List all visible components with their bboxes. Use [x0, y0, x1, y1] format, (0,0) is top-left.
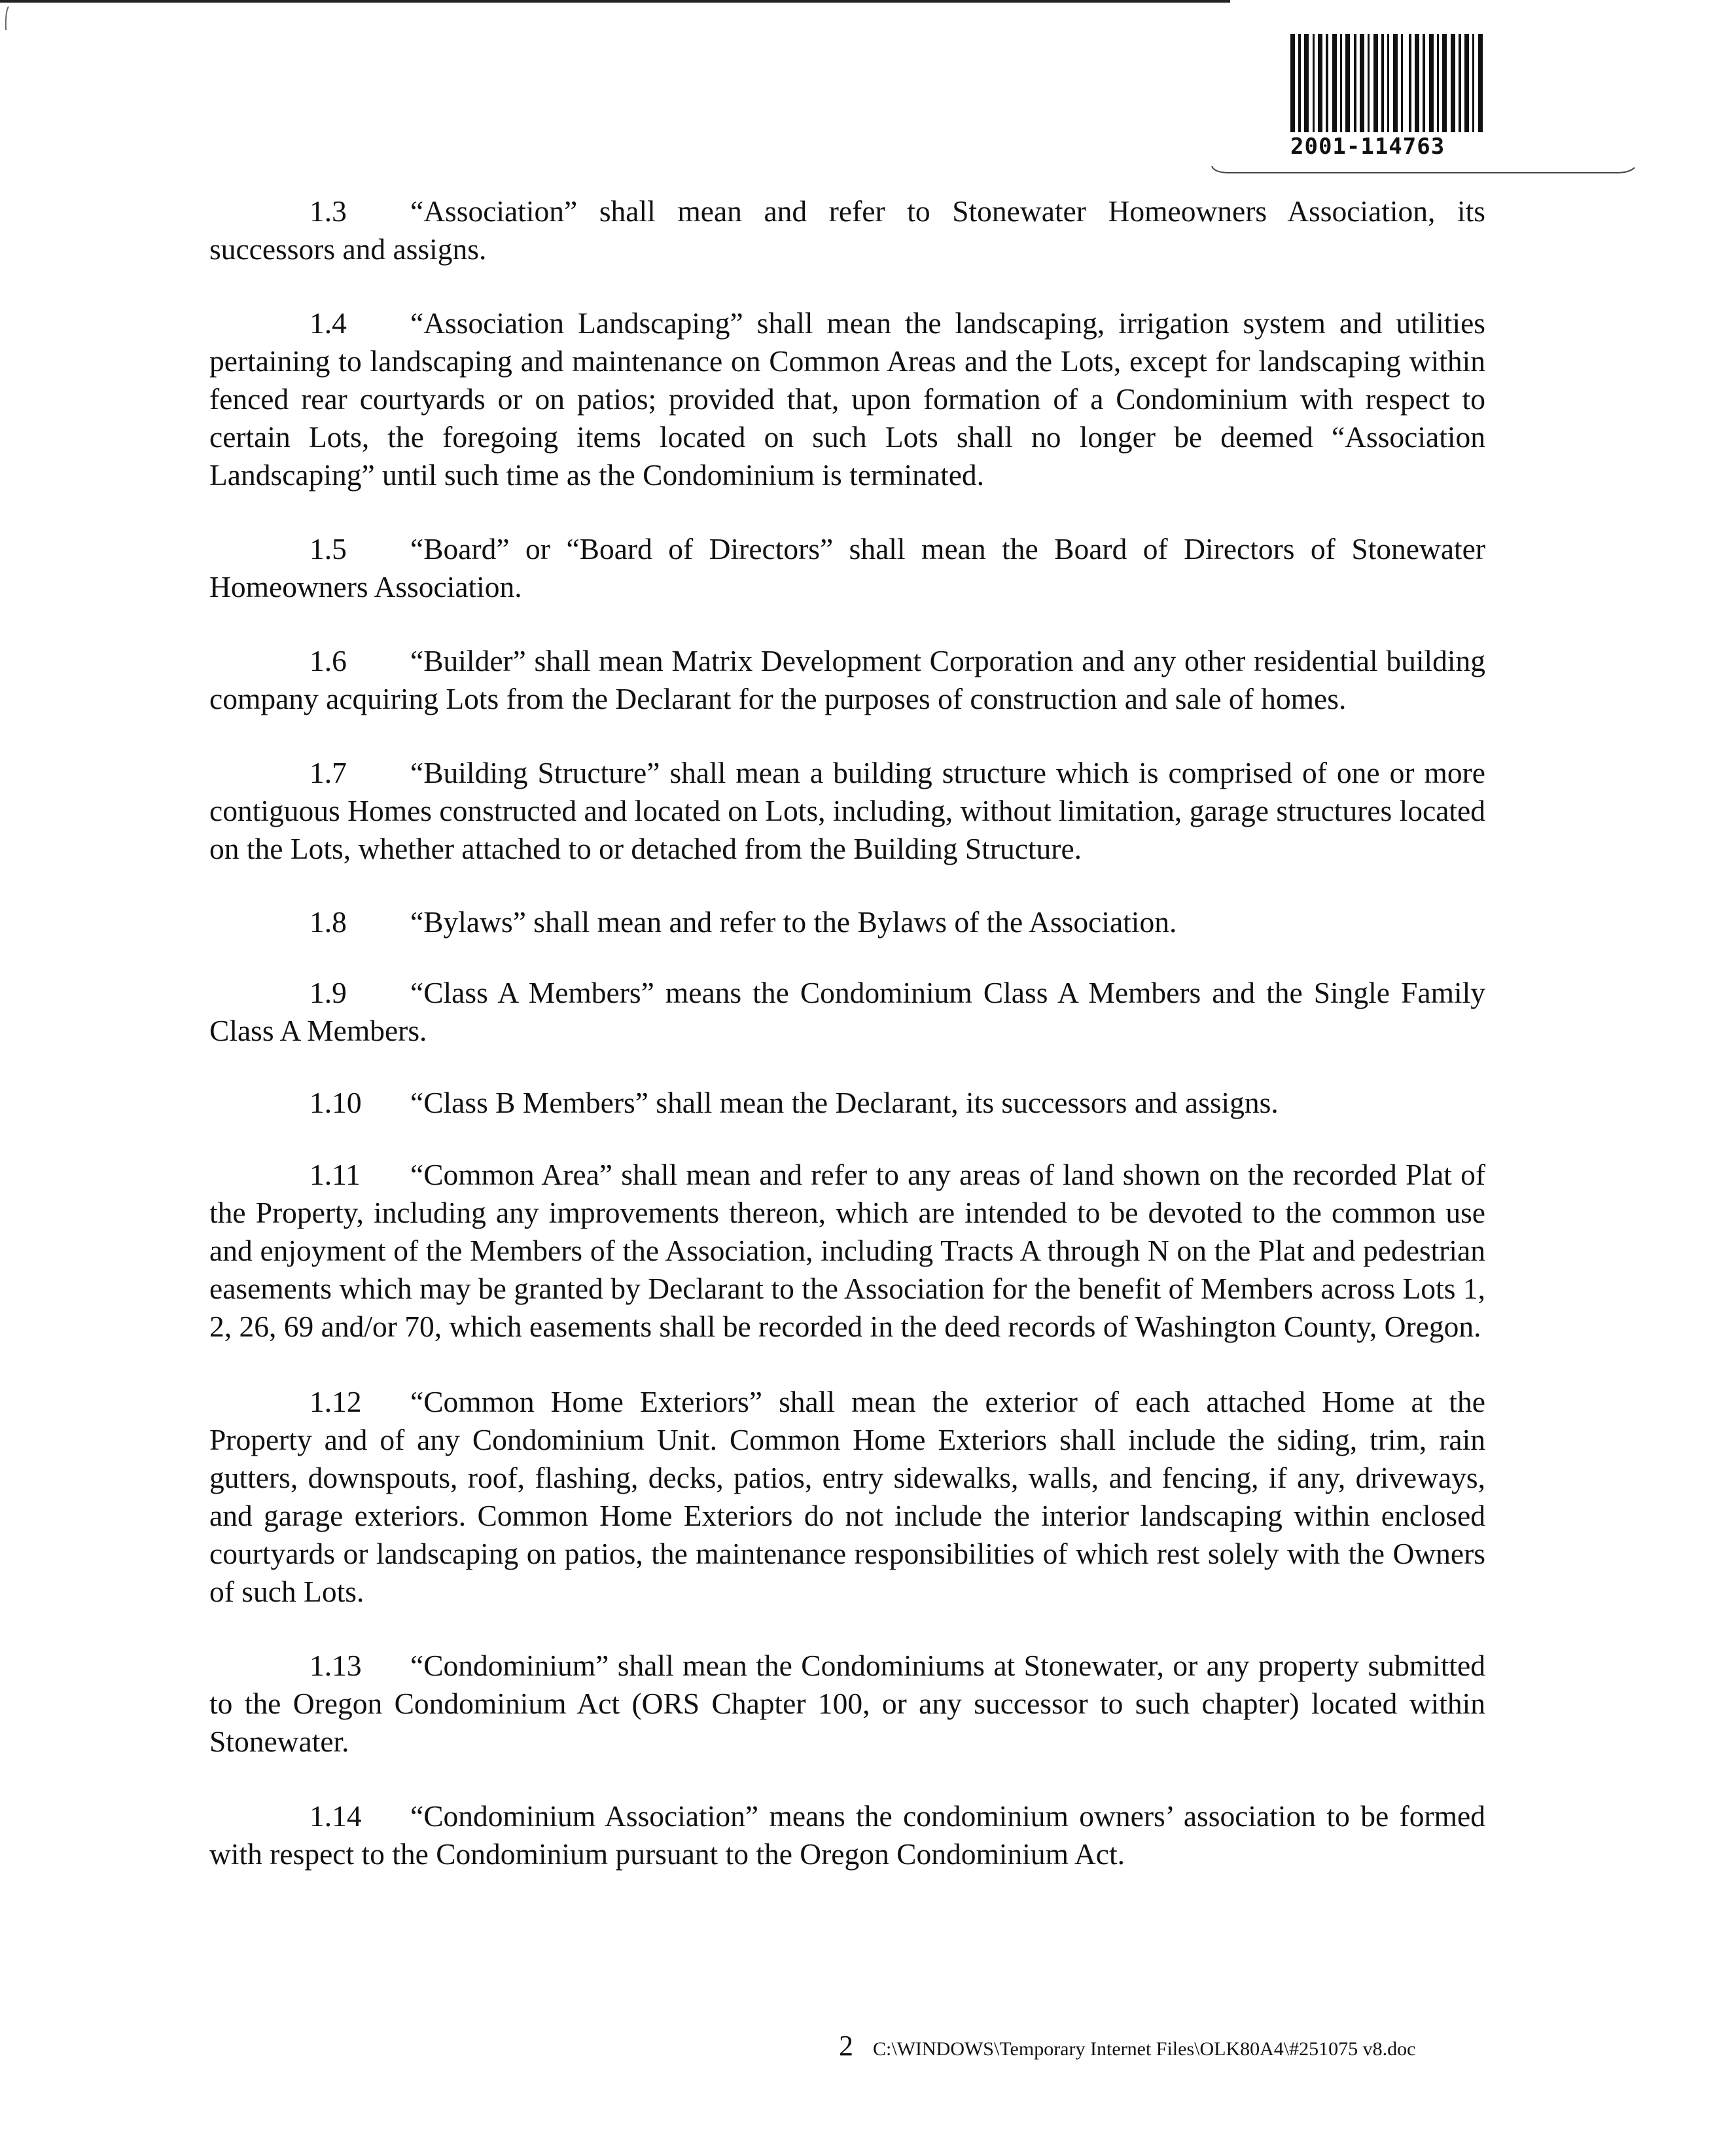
recording-barcode — [1289, 34, 1590, 160]
definition-paragraph — [209, 903, 1485, 941]
definition-paragraph — [209, 192, 1485, 268]
section-number: 1.4 — [310, 306, 347, 340]
paragraph-text: “Association Landscaping” shall mean the landscaping, irrigation system and utilities pertaining to landscaping and maintenance on Common Areas and the Lots, except for landscaping within fenced rear courtyards or on patios; provided that, upon formation of a Condominium with respect to certain Lots, the foregoing items located on such Lots shall no longer be deemed “Association Landscaping” until such time as the Condominium is terminated. — [209, 306, 1485, 492]
section-number: 1.5 — [310, 532, 347, 566]
paragraph-text: “Common Home Exteriors” shall mean the exterior of each attached Home at the Property and of any Condominium Unit. Common Home Exteriors shall include the siding, trim, rain gutters, downspouts, roof, flashing, decks, patios, entry sidewalks, walls, and fencing, if any, driveways, and garage exteriors. Common Home Exteriors do not include the interior landscaping within enclosed courtyards or landscaping on patios, the maintenance responsibilities of which rest solely with the Owners of such Lots. — [209, 1385, 1485, 1608]
paragraph-text: “Building Structure” shall mean a building structure which is comprised of one or more contiguous Homes constructed and located on Lots, including, without limitation, garage structures located on the Lots, whether attached to or detached from the Building Structure. — [209, 756, 1485, 865]
definition-paragraph — [209, 530, 1485, 606]
definition-paragraph — [209, 1383, 1485, 1611]
definition-paragraph — [209, 974, 1485, 1050]
section-number: 1.7 — [310, 756, 347, 789]
paragraph-text: “Board” or “Board of Directors” shall mean the Board of Directors of Stonewater Homeowners Association. — [209, 532, 1485, 603]
definition-paragraph — [209, 304, 1485, 494]
definition-paragraph — [209, 754, 1485, 868]
paragraph-text: “Common Area” shall mean and refer to any areas of land shown on the recorded Plat of the Property, including any improvements thereon, which are intended to be devoted to the common use and enjoyment of the Members of the Association, including Tracts A through N on the Plat and pedestrian easements which may be granted by Declarant to the Association for the benefit of Members across Lots 1, 2, 26, 69 and/or 70, which easements shall be recorded in the deed records of Washington County, Oregon. — [209, 1158, 1485, 1343]
page-number: 2 — [839, 2030, 853, 2062]
definition-paragraph — [209, 1084, 1485, 1122]
paragraph-text: “Association” shall mean and refer to Stonewater Homeowners Association, its successors and assigns. — [209, 194, 1485, 266]
top-edge-rule — [0, 0, 1230, 3]
paragraph-text: “Condominium” shall mean the Condominiums at Stonewater, or any property submitted to the Oregon Condominium Act (ORS Chapter 100, or any successor to such chapter) located within Stonewater. — [209, 1649, 1485, 1758]
paragraph-text: “Class B Members” shall mean the Declarant, its successors and assigns. — [410, 1086, 1279, 1119]
section-number: 1.6 — [310, 644, 347, 677]
section-number: 1.8 — [310, 905, 347, 939]
definition-paragraph — [209, 1647, 1485, 1761]
section-number: 1.14 — [310, 1799, 362, 1833]
section-number: 1.12 — [310, 1385, 362, 1418]
section-number: 1.9 — [310, 976, 347, 1009]
definition-paragraph — [209, 1156, 1485, 1346]
paragraph-text: “Class A Members” means the Condominium Class A Members and the Single Family Class A Members. — [209, 976, 1485, 1047]
paragraph-text: “Condominium Association” means the condominium owners’ association to be formed with respect to the Condominium pursuant to the Oregon Condominium Act. — [209, 1799, 1485, 1871]
barcode-icon — [1289, 34, 1590, 132]
paragraph-text: “Bylaws” shall mean and refer to the Bylaws of the Association. — [410, 905, 1177, 939]
file-path: C:\WINDOWS\Temporary Internet Files\OLK80A4\#251075 v8.doc — [873, 2038, 1416, 2060]
paragraph-text: “Builder” shall mean Matrix Development Corporation and any other residential building company acquiring Lots from the Declarant for the purposes of construction and sale of homes. — [209, 644, 1485, 715]
section-number: 1.11 — [310, 1158, 361, 1191]
scan-corner-mark — [4, 5, 9, 31]
section-number: 1.3 — [310, 194, 347, 228]
section-number: 1.13 — [310, 1649, 362, 1682]
page-footer — [839, 2029, 1415, 2062]
document-body — [209, 192, 1485, 1873]
recording-number: 2001-114763 — [1290, 134, 1445, 160]
definition-paragraph — [209, 642, 1485, 718]
definition-paragraph — [209, 1797, 1485, 1873]
section-number: 1.10 — [310, 1086, 362, 1119]
barcode-underline — [1211, 165, 1636, 174]
